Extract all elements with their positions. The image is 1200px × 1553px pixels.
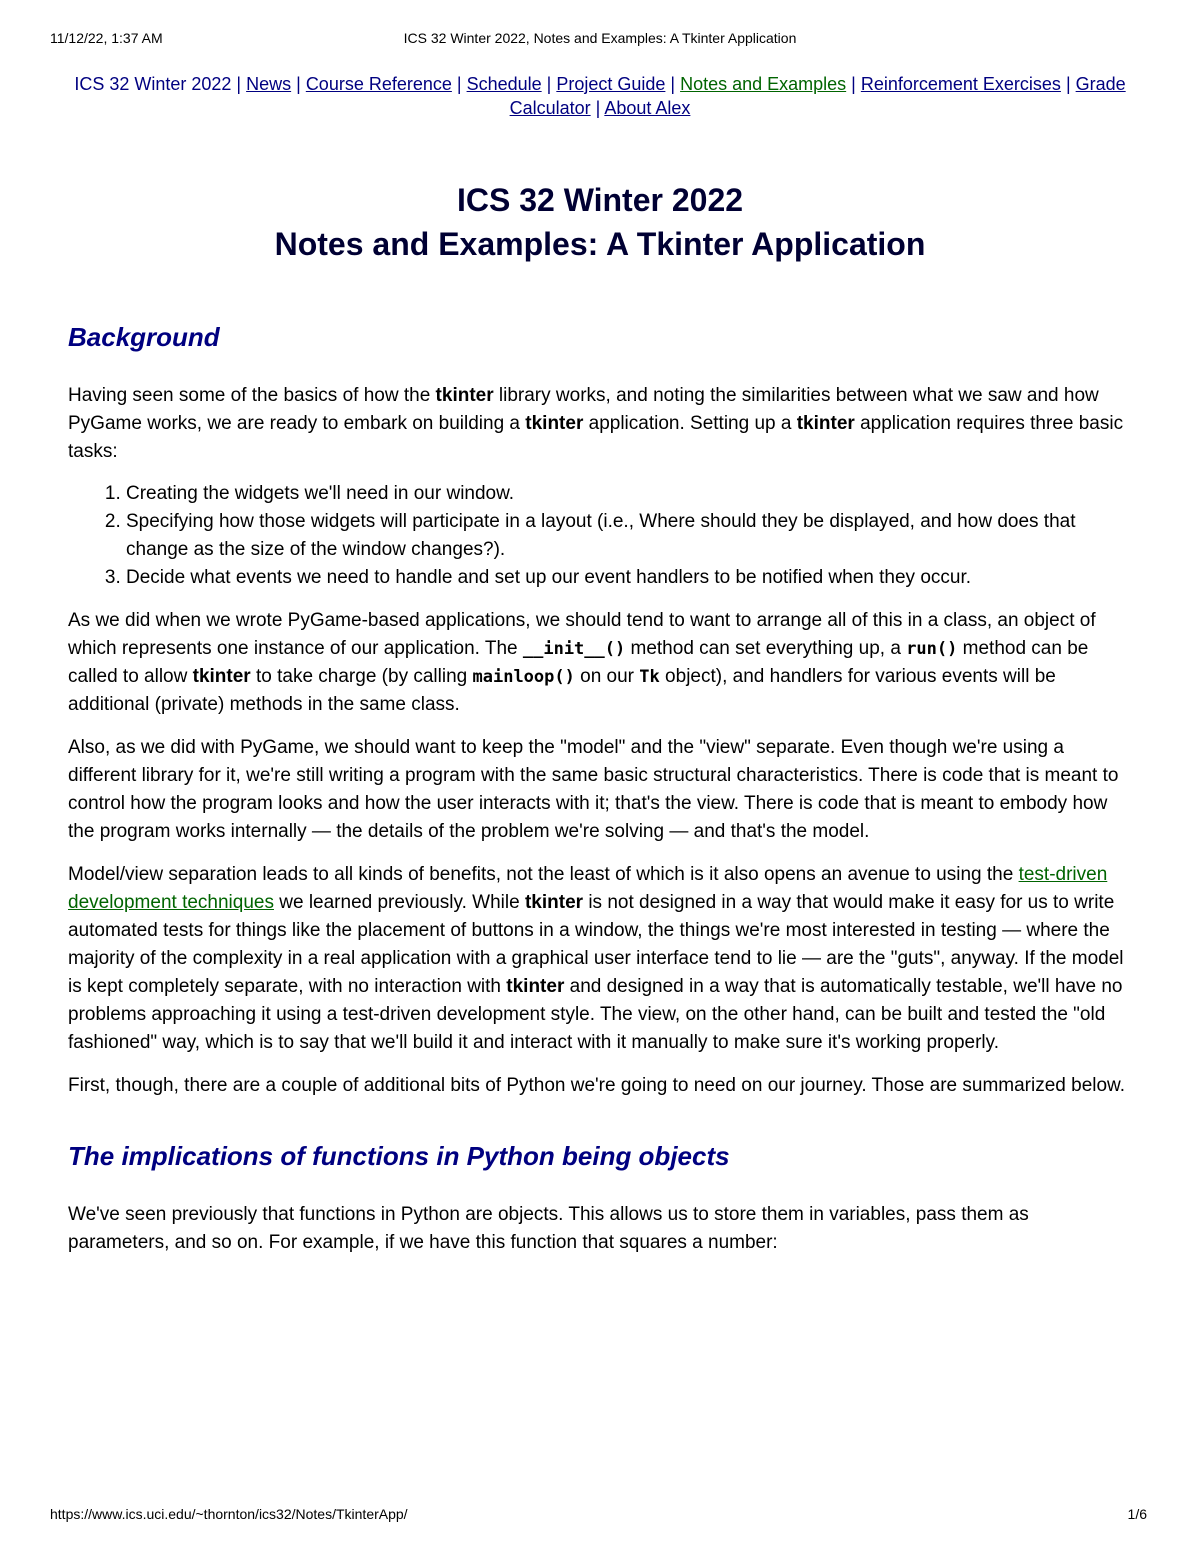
code-tk: Tk <box>639 667 660 687</box>
course-nav: ICS 32 Winter 2022 | News | Course Reference | Schedule | Project Guide | Notes and Examples | Reinforcement Exercises | Grade Calculator | About Alex <box>74 74 1126 118</box>
print-footer <box>0 1506 1200 1526</box>
keyword-tkinter: tkinter <box>192 666 251 687</box>
link-test-driven-development[interactable]: test-driven development techniques <box>68 864 1108 913</box>
heading-implications: The implications of functions in Python being objects <box>68 1141 730 1171</box>
list-item: 1. Creating the widgets we'll need in our window. <box>126 480 1132 508</box>
page-title <box>68 178 1132 266</box>
keyword-tkinter: tkinter <box>524 892 584 913</box>
list-item: 3. Decide what events we need to handle and set up our event handlers to be notified when they occur. <box>126 564 1132 592</box>
print-datetime: 11/12/22, 1:37 AM <box>50 30 163 46</box>
nav-link-project-guide[interactable]: Project Guide <box>556 74 666 94</box>
page-title-line1: ICS 32 Winter 2022 <box>456 182 744 218</box>
nav-link-schedule[interactable]: Schedule <box>466 74 542 94</box>
nav-link-reinforcement-exercises[interactable]: Reinforcement Exercises <box>860 74 1061 94</box>
keyword-tkinter: tkinter <box>525 413 584 434</box>
code-run: run() <box>906 639 958 659</box>
nav-link-grade-calculator[interactable]: Grade Calculator <box>509 74 1126 118</box>
task-list <box>68 480 1132 592</box>
nav-course: ICS 32 Winter 2022 <box>74 74 232 94</box>
code-init: __init__() <box>522 639 626 659</box>
keyword-tkinter: tkinter <box>435 385 494 406</box>
paragraph-separation-benefits: Model/view separation leads to all kinds of benefits, not the least of which is it also opens an avenue to using the test-driven development techniques we learned previously. While tkinter is not designed in a way that would make it easy for us to write automated tests for things like the placement of buttons in a window, the things we're most interested in testing — where the majority of the complexity in a real application with a graphical user interface tend to lie — are the "guts", anyway. If the model is kept completely separate, with no interaction with tkinter and designed in a way that is automatically testable, we'll have no problems approaching it using a test-driven development style. The view, on the other hand, can be built and tested the "old fashioned" way, which is to say that we'll build it and interact with it manually to make sure it's working properly. <box>68 864 1124 1053</box>
print-title: ICS 32 Winter 2022, Notes and Examples: A Tkinter Application <box>403 30 797 46</box>
nav-link-course-reference[interactable]: Course Reference <box>305 74 452 94</box>
paragraph-class-structure: As we did when we wrote PyGame-based applications, we should tend to want to arrange all of this in a class, an object of which represents one instance of our application. The __init__() method can set everything up, a run() method can be called to allow tkinter to take charge (by calling mainloop() on our Tk object), and handlers for various events will be additional (private) methods in the same class. <box>68 610 1096 715</box>
paragraph-additional-bits: First, though, there are a couple of additional bits of Python we're going to need on our journey. Those are summarized below. <box>68 1075 1125 1096</box>
keyword-tkinter: tkinter <box>506 976 565 997</box>
print-page-number: 1/6 <box>1127 1506 1147 1522</box>
list-item: 2. Specifying how those widgets will participate in a layout (i.e., Where should they be displayed, and how does that change as the size of the window changes?). <box>126 508 1132 564</box>
nav-link-news[interactable]: News <box>246 74 292 94</box>
code-mainloop: mainloop() <box>472 667 575 687</box>
heading-background: Background <box>68 322 220 352</box>
nav-link-notes-and-examples[interactable]: Notes and Examples <box>680 74 847 94</box>
page-title-line2: Notes and Examples: A Tkinter Application <box>274 226 926 262</box>
page-content <box>68 72 1132 1257</box>
paragraph-functions-objects: We've seen previously that functions in Python are objects. This allows us to store them in variables, pass them as parameters, and so on. For example, if we have this function that squares a number: <box>68 1204 1029 1253</box>
paragraph-model-view: Also, as we did with PyGame, we should want to keep the "model" and the "view" separate. Even though we're using a different library for it, we're still writing a program with the same basic structural characteristics. There is code that is meant to control how the program looks and how the user interacts with it; that's the view. There is code that is meant to embody how the program works internally — the details of the problem we're solving — and that's the model. <box>68 737 1119 842</box>
print-url: https://www.ics.uci.edu/~thornton/ics32/Notes/TkinterApp/ <box>50 1506 408 1522</box>
paragraph-intro: Having seen some of the basics of how the tkinter library works, and noting the similarities between what we saw and how PyGame works, we are ready to embark on building a tkinter application. Setting up a tkinter application requires three basic tasks: <box>68 385 1124 462</box>
nav-link-about-alex[interactable]: About Alex <box>604 98 691 118</box>
print-header <box>0 30 1200 50</box>
keyword-tkinter: tkinter <box>796 413 855 434</box>
